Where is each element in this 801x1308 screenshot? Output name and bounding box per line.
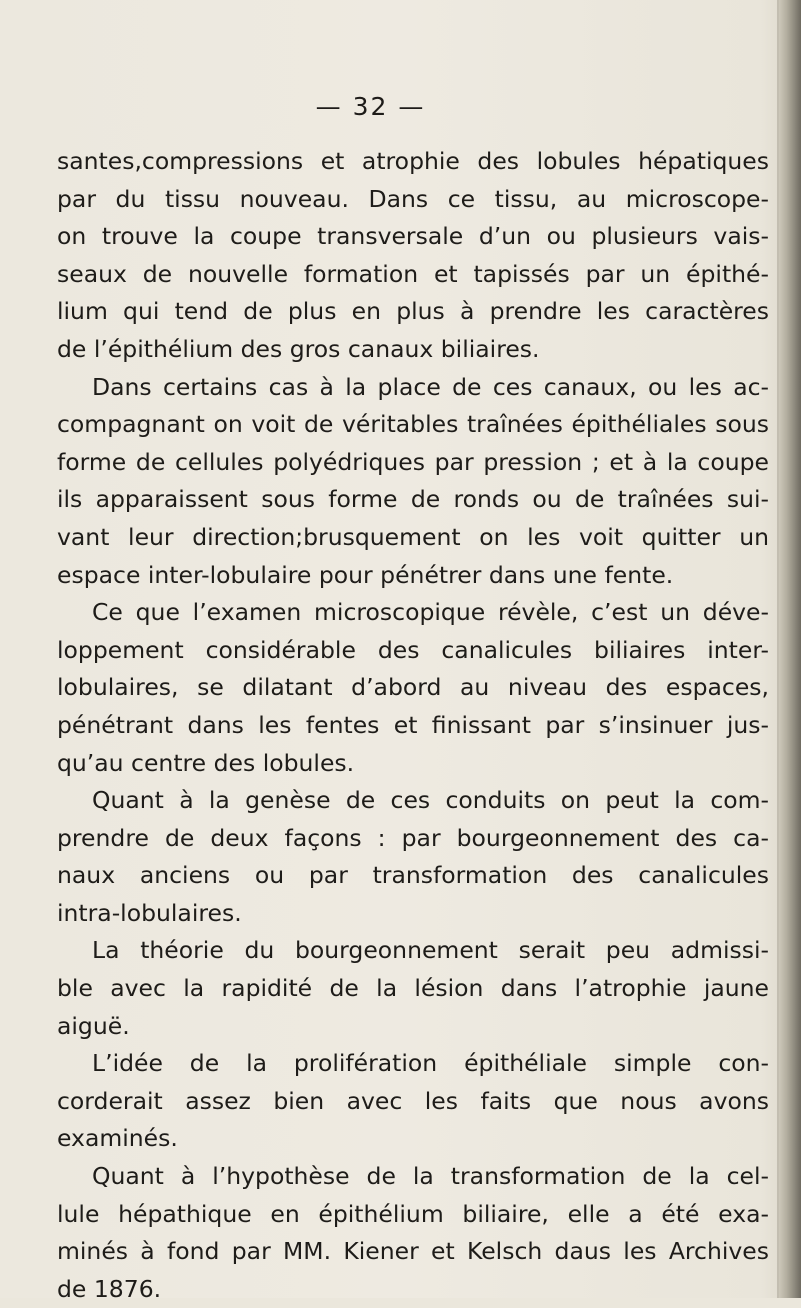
text-line: compagnant on voit de véritables traînées épithéliales sous [57, 410, 769, 439]
page-number: — 32 — [315, 92, 426, 121]
text-line: santes,compressions et atrophie des lobules hépatiques [57, 147, 769, 175]
text-line: de l’épithélium des gros canaux biliaires. [57, 334, 540, 363]
text-line: minés à fond par MM. Kiener et Kelsch daus les Archives [57, 1237, 769, 1266]
text-line: espace inter-lobulaire pour pénétrer dans une fente. [57, 560, 674, 589]
text-line: de 1876. [57, 1274, 162, 1303]
text-line: qu’au centre des lobules. [57, 748, 355, 777]
page-body-text [57, 143, 769, 1308]
text-line: forme de cellules polyédriques par pression ; et à la coupe [57, 447, 769, 476]
text-line: vant leur direction;brusquement on les voit quitter un [57, 522, 769, 551]
text-line: corderait assez bien avec les faits que nous avons [57, 1086, 769, 1115]
text-line: La théorie du bourgeonnement serait peu admissi- [92, 936, 769, 965]
text-line: examinés. [57, 1124, 178, 1153]
text-line: naux anciens ou par transformation des canalicules [57, 861, 769, 890]
text-line: par du tissu nouveau. Dans ce tissu, au microscope- [57, 184, 769, 213]
text-line: loppement considérable des canalicules biliaires inter- [57, 635, 769, 664]
text-line: Ce que l’examen microscopique révèle, c’est un déve- [92, 598, 769, 627]
text-line: ble avec la rapidité de la lésion dans l’atrophie jaune [57, 974, 769, 1003]
text-line: prendre de deux façons : par bourgeonnement des ca- [57, 823, 769, 852]
text-line: L’idée de la prolifération épithéliale simple con- [92, 1049, 769, 1078]
text-line: seaux de nouvelle formation et tapissés par un épithé- [57, 259, 769, 288]
text-line: lium qui tend de plus en plus à prendre les caractères [57, 297, 769, 326]
page-binding-edge [779, 0, 801, 1298]
text-line: Quant à l’hypothèse de la transformation de la cel- [92, 1162, 769, 1191]
text-line: aiguë. [57, 1011, 130, 1040]
text-line: pénétrant dans les fentes et finissant par s’insinuer jus- [57, 710, 769, 739]
text-line: ils apparaissent sous forme de ronds ou de traînées sui- [57, 485, 769, 514]
text-line: Quant à la genèse de ces conduits on peut la com- [92, 786, 769, 815]
text-line: Dans certains cas à la place de ces canaux, ou les ac- [92, 372, 769, 401]
text-line: lobulaires, se dilatant d’abord au niveau des espaces, [57, 673, 769, 702]
text-line: on trouve la coupe transversale d’un ou plusieurs vais- [57, 222, 769, 251]
text-line: intra-lobulaires. [57, 898, 242, 927]
text-line: lule hépathique en épithélium biliaire, elle a été exa- [57, 1199, 769, 1228]
